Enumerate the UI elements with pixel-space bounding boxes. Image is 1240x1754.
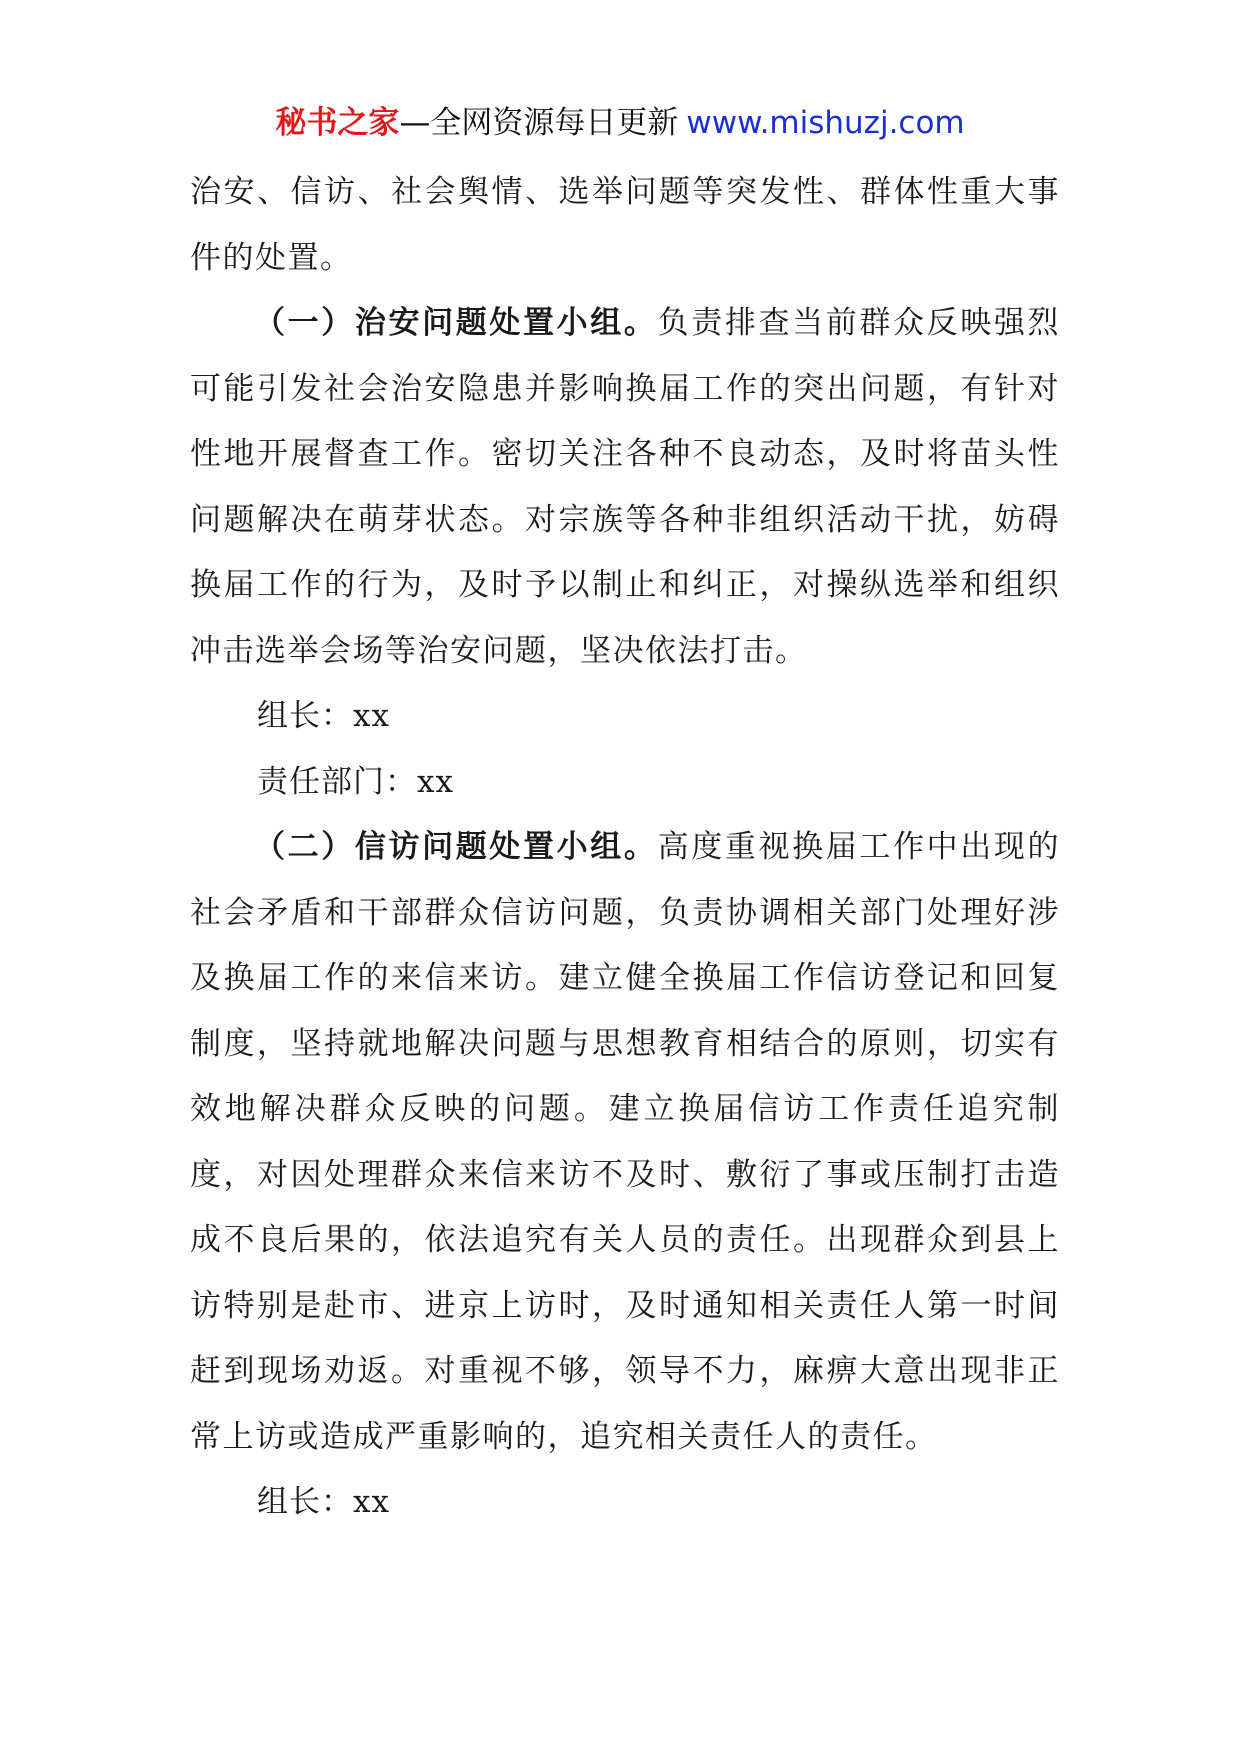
section-1-paragraph [190, 291, 1060, 684]
header-tagline: —全网资源每日更新 [399, 105, 679, 141]
site-url: www.mishuzj.com [686, 105, 965, 141]
section-1-department: 责任部门：xx [257, 763, 454, 800]
section-1-leader: 组长：xx [257, 698, 390, 734]
section-2-text: 高度重视换届工作中出现的社会矛盾和干部群众信访问题，负责协调相关部门处理好涉及换届工作的来信来访。建立健全换届工作信访登记和回复制度，坚持就地解决问题与思想教育相结合的原则，切实有效地解决群众反映的问题。建立换届信访工作责任追究制度，对因处理群众来信来访不及时、敷衍了事或压制打击造成不良后果的，依法追究有关人员的责任。出现群众到县上访特别是赴市、进京上访时，及时通知相关责任人第一时间赶到现场劝返。对重视不够，领导不力，麻痹大意出现非正常上访或造成严重影响的，追究相关责任人的责任。 [190, 829, 1061, 1455]
intro-paragraph: 治安、信访、社会舆情、选举问题等突发性、群体性重大事件的处置。 [190, 174, 1060, 276]
section-1-title: （一）治安问题处置小组。 [254, 305, 658, 341]
watermark-header [0, 102, 1240, 144]
section-1-text: 负责排查当前群众反映强烈可能引发社会治安隐患并影响换届工作的突出问题，有针对性地开展督查工作。密切关注各种不良动态，及时将苗头性问题解决在萌芽状态。对宗族等各种非组织活动干扰，妨碍换届工作的行为，及时予以制止和纠正，对操纵选举和组织冲击选举会场等治安问题，坚决依法打击。 [190, 305, 1061, 669]
section-2-title: （二）信访问题处置小组。 [254, 829, 658, 865]
brand-name: 秘书之家 [275, 105, 400, 141]
section-2-leader: 组长：xx [257, 1484, 390, 1520]
section-2-paragraph [190, 815, 1060, 1470]
document-body [190, 160, 1060, 1536]
